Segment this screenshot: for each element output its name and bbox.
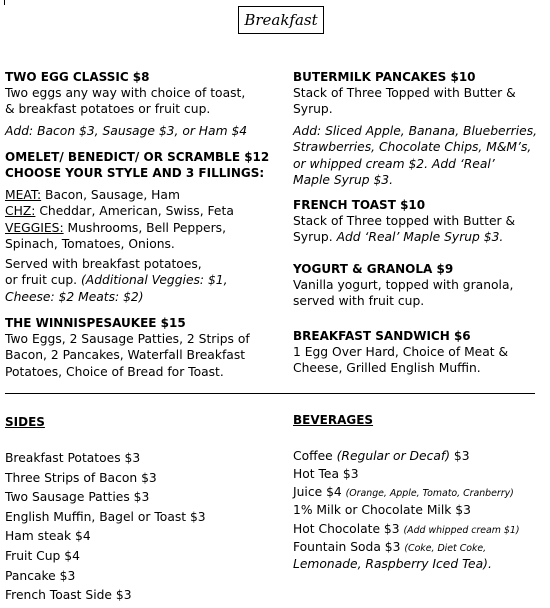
item-description-line: Potatoes, Choice of Bread for Toast. xyxy=(5,364,224,379)
menu-item-winnispesaukee xyxy=(5,315,250,380)
item-description-line: Syrup. xyxy=(293,102,333,117)
served-extras: (Additional Veggies: $1, xyxy=(81,273,228,288)
item-heading: FRENCH TOAST $10 xyxy=(293,198,426,212)
beverage-options: (Regular or Decaf) xyxy=(336,449,450,463)
menu-item-pancakes xyxy=(293,69,516,118)
filling-list-veggies-cont: Spinach, Tomatoes, Onions. xyxy=(5,236,175,251)
menu-item-breakfast-sandwich xyxy=(293,328,508,377)
item-addons: or whipped cream $2. Add ‘Real’ xyxy=(293,156,495,171)
item-description-line: 1 Egg Over Hard, Choice of Meat & xyxy=(293,345,509,359)
item-heading: THE WINNISPESAUKEE $15 xyxy=(5,316,186,330)
beverage-name: Fountain Soda $3 xyxy=(293,540,405,554)
beverage-options-cont: Lemonade, Raspberry Iced Tea). xyxy=(293,557,492,571)
pancake-addons xyxy=(293,123,537,188)
beverage-price: $3 xyxy=(450,449,470,463)
filling-list-meat: Bacon, Sausage, Ham xyxy=(41,188,180,202)
served-extras: Cheese: $2 Meats: $2) xyxy=(5,289,144,304)
item-addons: Add: Sliced Apple, Banana, Blueberries, xyxy=(293,124,538,138)
side-item: English Muffin, Bagel or Toast $3 xyxy=(5,509,206,524)
item-heading: BUTERMILK PANCAKES $10 xyxy=(293,70,476,84)
filling-label-veggies: VEGGIES: xyxy=(5,220,64,235)
menu-item-omelet xyxy=(5,149,269,181)
item-description-line: Stack of Three Topped with Butter & xyxy=(293,86,516,100)
side-item: Ham steak $4 xyxy=(5,529,91,544)
page-title-text: Breakfast xyxy=(244,11,318,29)
item-description-line: Cheese, Grilled English Muffin. xyxy=(293,361,481,376)
filling-label-meat: MEAT: xyxy=(5,188,42,202)
beverage-item-coffee xyxy=(293,448,550,464)
side-item: Breakfast Potatoes $3 xyxy=(5,451,141,465)
beverage-item-juice xyxy=(293,484,550,502)
item-description-line: served with fruit cup. xyxy=(293,294,425,309)
beverage-name: Coffee xyxy=(293,449,337,463)
sides-section xyxy=(5,414,287,430)
served-line: Served with breakfast potatoes, xyxy=(5,257,202,271)
item-description-line: & breakfast potatoes or fruit cup. xyxy=(5,102,211,117)
item-addons: Maple Syrup $3. xyxy=(293,172,394,187)
beverage-item-fountain-soda xyxy=(293,539,550,557)
item-addons: Strawberries, Chocolate Chips, M&M’s, xyxy=(293,140,532,155)
side-item: Fruit Cup $4 xyxy=(5,548,80,563)
beverage-item-milk: 1% Milk or Chocolate Milk $3 xyxy=(293,503,471,517)
item-description-line: Two Eggs, 2 Sausage Patties, 2 Strips of xyxy=(5,332,250,346)
beverage-item-tea: Hot Tea $3 xyxy=(293,467,359,481)
menu-item-french-toast xyxy=(293,197,515,246)
side-item: French Toast Side $3 xyxy=(5,588,132,603)
side-item: Two Sausage Patties $3 xyxy=(5,490,150,505)
served-line: or fruit cup. xyxy=(5,273,81,288)
section-divider xyxy=(5,393,535,394)
menu-item-two-egg-classic xyxy=(5,69,245,118)
beverage-options: (Coke, Diet Coke, xyxy=(404,543,487,554)
item-heading: BREAKFAST SANDWICH $6 xyxy=(293,329,471,343)
item-description-line: Syrup. xyxy=(293,230,337,245)
beverage-options: (Orange, Apple, Tomato, Cranberry) xyxy=(345,488,514,499)
item-subheading: CHOOSE YOUR STYLE AND 3 FILLINGS: xyxy=(5,166,265,180)
item-description-line: Bacon, 2 Pancakes, Waterfall Breakfast xyxy=(5,348,246,363)
omelet-fillings xyxy=(5,187,234,252)
item-description-line: Two eggs any way with choice of toast, xyxy=(5,86,246,100)
menu-item-yogurt-granola xyxy=(293,261,513,310)
beverage-name: Hot Chocolate $3 xyxy=(293,522,404,536)
filling-list-cheese: Cheddar, American, Swiss, Feta xyxy=(35,204,234,219)
filling-label-cheese: CHZ: xyxy=(5,204,36,219)
side-item: Pancake $3 xyxy=(5,568,76,583)
sides-heading: SIDES xyxy=(5,415,45,429)
beverage-name: Juice $4 xyxy=(293,485,346,499)
beverage-options: (Add whipped cream $1) xyxy=(403,525,520,536)
beverages-list xyxy=(293,448,550,571)
item-description-line: Vanilla yogurt, topped with granola, xyxy=(293,278,514,292)
omelet-served-with xyxy=(5,256,228,305)
beverage-item-hot-chocolate xyxy=(293,521,550,539)
page-corner-mark xyxy=(4,0,5,5)
page-title xyxy=(238,6,324,34)
item-description-line: Stack of Three topped with Butter & xyxy=(293,214,516,228)
sides-list xyxy=(5,449,287,606)
item-addons: Add: Bacon $3, Sausage $3, or Ham $4 xyxy=(5,124,248,138)
item-addons: Add ‘Real’ Maple Syrup $3. xyxy=(336,230,504,245)
beverages-heading: BEVERAGES xyxy=(293,413,374,427)
beverages-section xyxy=(293,412,550,428)
side-item: Three Strips of Bacon $3 xyxy=(5,470,157,485)
item-heading: YOGURT & GRANOLA $9 xyxy=(293,262,454,276)
item-heading: OMELET/ BENEDICT/ OR SCRAMBLE $12 xyxy=(5,150,270,164)
item-heading: TWO EGG CLASSIC $8 xyxy=(5,70,150,84)
filling-list-veggies: Mushrooms, Bell Peppers, xyxy=(63,220,226,235)
